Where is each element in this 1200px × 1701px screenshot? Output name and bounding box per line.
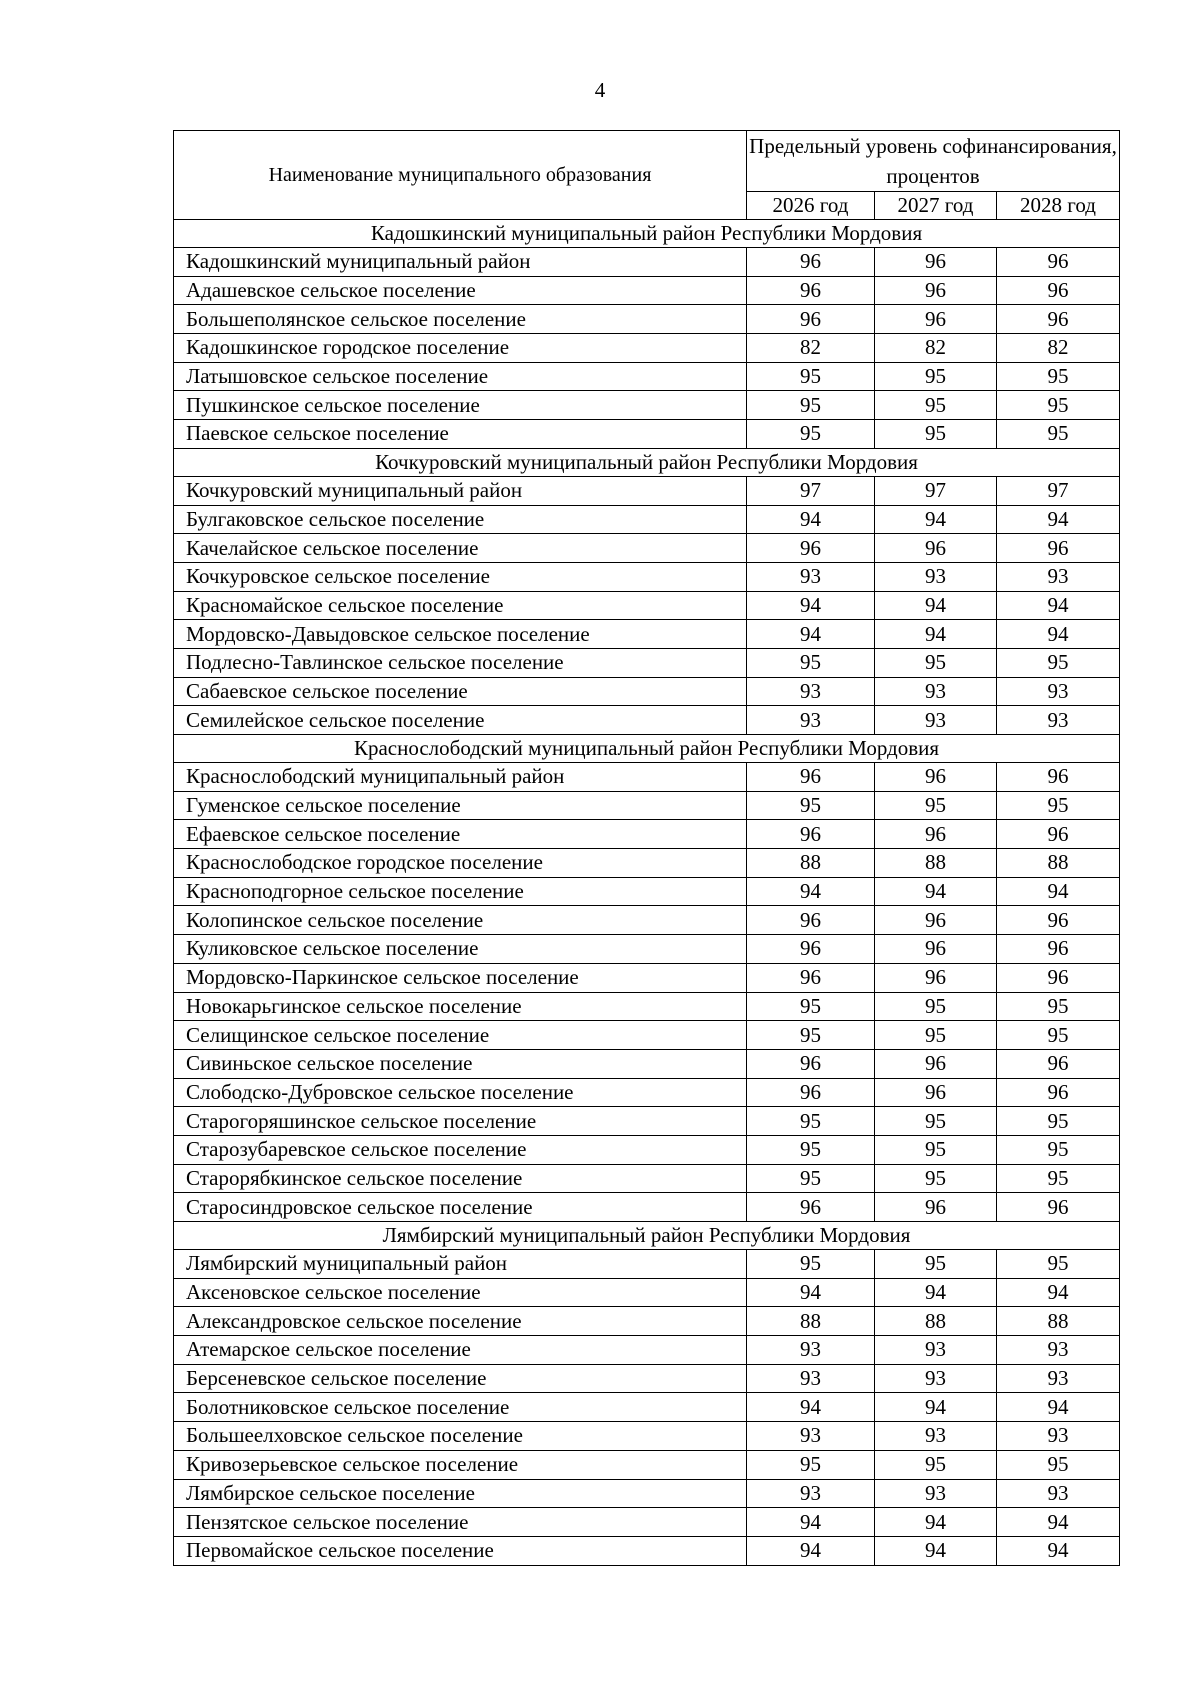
value-2028: 95 xyxy=(997,1164,1120,1193)
table-row xyxy=(174,935,1120,964)
table-row xyxy=(174,248,1120,277)
municipality-name: Александровское сельское поселение xyxy=(174,1307,747,1336)
value-2028: 96 xyxy=(997,1049,1120,1078)
municipality-name: Старорябкинское сельское поселение xyxy=(174,1164,747,1193)
table-row xyxy=(174,505,1120,534)
municipality-name: Слободско-Дубровское сельское поселение xyxy=(174,1078,747,1107)
municipality-name: Паевское сельское поселение xyxy=(174,420,747,449)
value-2026: 94 xyxy=(747,591,875,620)
value-2026: 95 xyxy=(747,648,875,677)
value-2026: 94 xyxy=(747,877,875,906)
value-2028: 93 xyxy=(997,677,1120,706)
table-row xyxy=(174,1450,1120,1479)
municipality-name: Большеелховское сельское поселение xyxy=(174,1422,747,1451)
value-2028: 95 xyxy=(997,791,1120,820)
value-2028: 88 xyxy=(997,1307,1120,1336)
table-row xyxy=(174,620,1120,649)
value-2027: 96 xyxy=(875,763,997,792)
municipality-name: Красномайское сельское поселение xyxy=(174,591,747,620)
municipality-name: Кочкуровский муниципальный район xyxy=(174,476,747,505)
value-2028: 93 xyxy=(997,562,1120,591)
value-2026: 94 xyxy=(747,1536,875,1565)
table-row xyxy=(174,763,1120,792)
table-row xyxy=(174,562,1120,591)
table-row xyxy=(174,1393,1120,1422)
value-2027: 93 xyxy=(875,562,997,591)
value-2028: 94 xyxy=(997,1393,1120,1422)
value-2027: 95 xyxy=(875,1164,997,1193)
municipality-name: Лямбирский муниципальный район xyxy=(174,1250,747,1279)
table-row xyxy=(174,1078,1120,1107)
name-column-header: Наименование муниципального образования xyxy=(174,131,747,220)
value-2026: 95 xyxy=(747,1021,875,1050)
value-2027: 96 xyxy=(875,534,997,563)
value-2026: 96 xyxy=(747,935,875,964)
district-title: Лямбирский муниципальный район Республики Мордовия xyxy=(174,1222,1120,1250)
municipality-name: Большеполянское сельское поселение xyxy=(174,305,747,334)
value-2027: 96 xyxy=(875,305,997,334)
value-2026: 94 xyxy=(747,1393,875,1422)
municipality-name: Пензятское сельское поселение xyxy=(174,1508,747,1537)
value-2027: 95 xyxy=(875,791,997,820)
value-2028: 94 xyxy=(997,620,1120,649)
table-row xyxy=(174,1135,1120,1164)
value-2028: 96 xyxy=(997,935,1120,964)
value-2026: 96 xyxy=(747,276,875,305)
value-2027: 88 xyxy=(875,849,997,878)
table-row xyxy=(174,1278,1120,1307)
value-2026: 93 xyxy=(747,562,875,591)
value-2027: 88 xyxy=(875,1307,997,1336)
page-number: 4 xyxy=(594,78,606,102)
value-2027: 93 xyxy=(875,1422,997,1451)
table-row xyxy=(174,992,1120,1021)
table-row xyxy=(174,906,1120,935)
value-2026: 94 xyxy=(747,620,875,649)
value-2028: 94 xyxy=(997,591,1120,620)
value-2028: 94 xyxy=(997,1278,1120,1307)
municipality-name: Пушкинское сельское поселение xyxy=(174,391,747,420)
municipality-name: Мордовско-Паркинское сельское поселение xyxy=(174,963,747,992)
municipality-name: Красноподгорное сельское поселение xyxy=(174,877,747,906)
municipality-name: Кадошкинское городское поселение xyxy=(174,334,747,363)
municipality-name: Сабаевское сельское поселение xyxy=(174,677,747,706)
value-2027: 95 xyxy=(875,648,997,677)
table-row xyxy=(174,334,1120,363)
value-2026: 95 xyxy=(747,1107,875,1136)
value-2028: 96 xyxy=(997,534,1120,563)
value-2028: 88 xyxy=(997,849,1120,878)
table-row xyxy=(174,648,1120,677)
value-2028: 94 xyxy=(997,1536,1120,1565)
value-2027: 93 xyxy=(875,1479,997,1508)
value-2027: 96 xyxy=(875,1193,997,1222)
value-2026: 95 xyxy=(747,992,875,1021)
value-2026: 96 xyxy=(747,1049,875,1078)
value-2026: 95 xyxy=(747,391,875,420)
value-2026: 94 xyxy=(747,505,875,534)
value-2027: 96 xyxy=(875,963,997,992)
value-2026: 94 xyxy=(747,1278,875,1307)
municipality-name: Семилейское сельское поселение xyxy=(174,706,747,735)
table-row xyxy=(174,391,1120,420)
municipality-name: Булгаковское сельское поселение xyxy=(174,505,747,534)
value-2026: 96 xyxy=(747,248,875,277)
value-2028: 93 xyxy=(997,706,1120,735)
value-2027: 96 xyxy=(875,935,997,964)
table-row xyxy=(174,1021,1120,1050)
value-2026: 95 xyxy=(747,1450,875,1479)
municipality-name: Атемарское сельское поселение xyxy=(174,1336,747,1365)
municipality-name: Гуменское сельское поселение xyxy=(174,791,747,820)
value-2028: 97 xyxy=(997,476,1120,505)
value-2026: 93 xyxy=(747,677,875,706)
municipality-name: Качелайское сельское поселение xyxy=(174,534,747,563)
value-2026: 93 xyxy=(747,706,875,735)
table-row xyxy=(174,1307,1120,1336)
value-2027: 95 xyxy=(875,1250,997,1279)
value-2026: 88 xyxy=(747,849,875,878)
table-row xyxy=(174,1164,1120,1193)
value-2026: 95 xyxy=(747,1164,875,1193)
table-row xyxy=(174,476,1120,505)
value-2028: 94 xyxy=(997,877,1120,906)
table-row xyxy=(174,1508,1120,1537)
table-row xyxy=(174,534,1120,563)
value-2028: 95 xyxy=(997,391,1120,420)
table-row xyxy=(174,1193,1120,1222)
cofinancing-group-header: Предельный уровень софинансирования, процентов xyxy=(747,131,1120,192)
value-2027: 95 xyxy=(875,1107,997,1136)
value-2028: 93 xyxy=(997,1479,1120,1508)
table-row xyxy=(174,276,1120,305)
value-2027: 95 xyxy=(875,391,997,420)
municipality-name: Старосиндровское сельское поселение xyxy=(174,1193,747,1222)
municipality-name: Селищинское сельское поселение xyxy=(174,1021,747,1050)
municipality-name: Лямбирское сельское поселение xyxy=(174,1479,747,1508)
value-2026: 82 xyxy=(747,334,875,363)
value-2026: 96 xyxy=(747,534,875,563)
municipality-name: Краснослободское городское поселение xyxy=(174,849,747,878)
value-2027: 94 xyxy=(875,1278,997,1307)
value-2028: 95 xyxy=(997,1250,1120,1279)
year-header-2027: 2027 год xyxy=(875,192,997,220)
municipality-name: Колопинское сельское поселение xyxy=(174,906,747,935)
value-2026: 93 xyxy=(747,1364,875,1393)
table-row xyxy=(174,591,1120,620)
table-row xyxy=(174,1336,1120,1365)
value-2027: 95 xyxy=(875,992,997,1021)
municipality-name: Аксеновское сельское поселение xyxy=(174,1278,747,1307)
value-2026: 96 xyxy=(747,1193,875,1222)
district-title: Кадошкинский муниципальный район Республики Мордовия xyxy=(174,220,1120,248)
value-2027: 94 xyxy=(875,1508,997,1537)
value-2026: 96 xyxy=(747,906,875,935)
table-header xyxy=(174,131,1120,220)
value-2027: 95 xyxy=(875,1450,997,1479)
district-header-row xyxy=(174,1222,1120,1250)
value-2027: 97 xyxy=(875,476,997,505)
municipality-name: Берсеневское сельское поселение xyxy=(174,1364,747,1393)
value-2027: 96 xyxy=(875,1078,997,1107)
municipality-name: Сивиньское сельское поселение xyxy=(174,1049,747,1078)
district-title: Краснослободский муниципальный район Республики Мордовия xyxy=(174,735,1120,763)
value-2027: 93 xyxy=(875,706,997,735)
municipality-name: Куликовское сельское поселение xyxy=(174,935,747,964)
value-2026: 95 xyxy=(747,1250,875,1279)
table-row xyxy=(174,420,1120,449)
district-header-row xyxy=(174,448,1120,476)
table-row xyxy=(174,1364,1120,1393)
value-2028: 96 xyxy=(997,906,1120,935)
municipality-name: Кривозерьевское сельское поселение xyxy=(174,1450,747,1479)
municipality-name: Первомайское сельское поселение xyxy=(174,1536,747,1565)
value-2028: 96 xyxy=(997,248,1120,277)
value-2028: 96 xyxy=(997,763,1120,792)
value-2027: 96 xyxy=(875,248,997,277)
municipality-name: Краснослободский муниципальный район xyxy=(174,763,747,792)
value-2027: 93 xyxy=(875,1336,997,1365)
table-row xyxy=(174,963,1120,992)
district-title: Кочкуровский муниципальный район Республики Мордовия xyxy=(174,448,1120,476)
municipality-name: Кочкуровское сельское поселение xyxy=(174,562,747,591)
value-2028: 96 xyxy=(997,1078,1120,1107)
value-2027: 96 xyxy=(875,820,997,849)
value-2028: 95 xyxy=(997,362,1120,391)
value-2028: 96 xyxy=(997,820,1120,849)
municipality-name: Кадошкинский муниципальный район xyxy=(174,248,747,277)
value-2027: 94 xyxy=(875,1393,997,1422)
municipality-name: Новокарьгинское сельское поселение xyxy=(174,992,747,1021)
district-header-row xyxy=(174,735,1120,763)
value-2026: 96 xyxy=(747,1078,875,1107)
municipality-name: Болотниковское сельское поселение xyxy=(174,1393,747,1422)
table-row xyxy=(174,849,1120,878)
value-2026: 95 xyxy=(747,362,875,391)
value-2028: 95 xyxy=(997,1107,1120,1136)
value-2026: 96 xyxy=(747,963,875,992)
table-row xyxy=(174,362,1120,391)
municipality-name: Старозубаревское сельское поселение xyxy=(174,1135,747,1164)
table-row xyxy=(174,1479,1120,1508)
value-2027: 95 xyxy=(875,362,997,391)
value-2026: 95 xyxy=(747,1135,875,1164)
municipality-name: Латышовское сельское поселение xyxy=(174,362,747,391)
value-2026: 96 xyxy=(747,763,875,792)
value-2026: 95 xyxy=(747,791,875,820)
municipality-name: Адашевское сельское поселение xyxy=(174,276,747,305)
value-2027: 96 xyxy=(875,1049,997,1078)
value-2028: 95 xyxy=(997,992,1120,1021)
value-2028: 93 xyxy=(997,1422,1120,1451)
value-2027: 96 xyxy=(875,276,997,305)
table-row xyxy=(174,791,1120,820)
table-row xyxy=(174,1250,1120,1279)
value-2028: 95 xyxy=(997,648,1120,677)
municipality-name: Ефаевское сельское поселение xyxy=(174,820,747,849)
value-2026: 93 xyxy=(747,1422,875,1451)
value-2027: 94 xyxy=(875,591,997,620)
value-2027: 95 xyxy=(875,1021,997,1050)
municipality-name: Старогоряшинское сельское поселение xyxy=(174,1107,747,1136)
table-row xyxy=(174,706,1120,735)
table-row xyxy=(174,820,1120,849)
table-row xyxy=(174,1536,1120,1565)
value-2028: 93 xyxy=(997,1364,1120,1393)
value-2026: 96 xyxy=(747,305,875,334)
table-body xyxy=(174,220,1120,1566)
table-row xyxy=(174,877,1120,906)
municipality-name: Подлесно-Тавлинское сельское поселение xyxy=(174,648,747,677)
table-row xyxy=(174,1049,1120,1078)
value-2027: 94 xyxy=(875,620,997,649)
table-row xyxy=(174,305,1120,334)
municipality-name: Мордовско-Давыдовское сельское поселение xyxy=(174,620,747,649)
value-2028: 95 xyxy=(997,1450,1120,1479)
value-2028: 96 xyxy=(997,276,1120,305)
value-2026: 96 xyxy=(747,820,875,849)
value-2027: 82 xyxy=(875,334,997,363)
value-2027: 96 xyxy=(875,906,997,935)
table-row xyxy=(174,677,1120,706)
value-2027: 94 xyxy=(875,1536,997,1565)
value-2028: 94 xyxy=(997,1508,1120,1537)
year-header-2028: 2028 год xyxy=(997,192,1120,220)
value-2027: 95 xyxy=(875,1135,997,1164)
value-2028: 94 xyxy=(997,505,1120,534)
value-2028: 82 xyxy=(997,334,1120,363)
table-row xyxy=(174,1422,1120,1451)
value-2026: 93 xyxy=(747,1336,875,1365)
value-2027: 94 xyxy=(875,877,997,906)
table-row xyxy=(174,1107,1120,1136)
value-2026: 97 xyxy=(747,476,875,505)
value-2028: 95 xyxy=(997,420,1120,449)
value-2027: 94 xyxy=(875,505,997,534)
value-2028: 95 xyxy=(997,1135,1120,1164)
cofinancing-table xyxy=(173,130,1120,1566)
value-2026: 93 xyxy=(747,1479,875,1508)
value-2028: 95 xyxy=(997,1021,1120,1050)
value-2026: 95 xyxy=(747,420,875,449)
value-2027: 93 xyxy=(875,1364,997,1393)
value-2026: 88 xyxy=(747,1307,875,1336)
year-header-2026: 2026 год xyxy=(747,192,875,220)
value-2027: 95 xyxy=(875,420,997,449)
value-2028: 96 xyxy=(997,1193,1120,1222)
value-2028: 96 xyxy=(997,963,1120,992)
value-2028: 96 xyxy=(997,305,1120,334)
value-2028: 93 xyxy=(997,1336,1120,1365)
value-2026: 94 xyxy=(747,1508,875,1537)
value-2027: 93 xyxy=(875,677,997,706)
district-header-row xyxy=(174,220,1120,248)
